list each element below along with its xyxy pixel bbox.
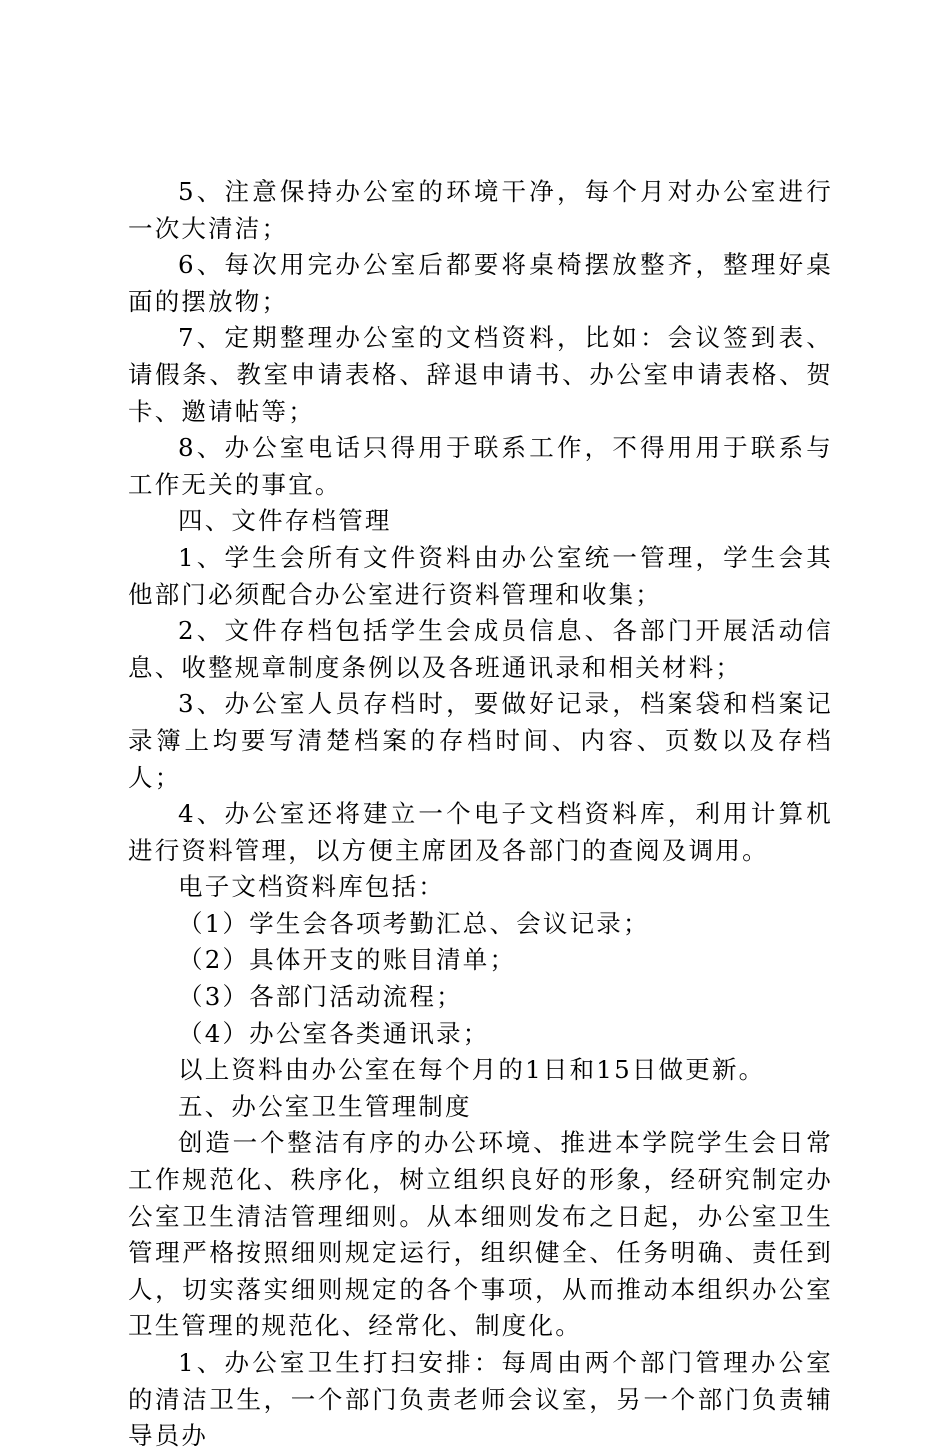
paragraph-archive-2: 2、文件存档包括学生会成员信息、各部门开展活动信息、收整规章制度条例以及各班通讯录和相关材料； [128, 616, 833, 682]
paragraph-archive-1: 1、学生会所有文件资料由办公室统一管理，学生会其他部门必须配合办公室进行资料管理和收集； [128, 542, 833, 609]
paragraph-item-8-telephone: 8、办公室电话只得用于联系工作，不得用用于联系与工作无关的事宜。 [128, 433, 833, 499]
database-item-2: （2）具体开支的账目清单； [178, 945, 517, 975]
section-heading-file-archive: 四、文件存档管理 [178, 506, 392, 536]
database-item-3: （3）各部门活动流程； [178, 982, 463, 1012]
paragraph-archive-3: 3、办公室人员存档时，要做好记录，档案袋和档案记录簿上均要写清楚档案的存档时间、内容、页数以及存档人； [128, 689, 833, 792]
paragraph-item-5-cleanliness: 5、注意保持办公室的环境干净，每个月对办公室进行一次大清洁； [128, 177, 833, 243]
database-intro: 电子文档资料库包括： [178, 872, 445, 902]
hygiene-rule-1: 1、办公室卫生打扫安排：每周由两个部门管理办公室的清洁卫生，一个部门负责老师会议室，另一个部门负责辅导员办 [128, 1348, 833, 1451]
hygiene-intro-paragraph: 创造一个整洁有序的办公环境、推进本学院学生会日常工作规范化、秩序化，树立组织良好的形象，经研究制定办公室卫生清洁管理细则。从本细则发布之日起，办公室卫生管理严格按照细则规定运行，组织健全、任务明确、责任到人，切实落实细则规定的各个事项，从而推动本组织办公室卫生管理的规范化、经常化、制度化。 [128, 1128, 833, 1341]
paragraph-archive-4: 4、办公室还将建立一个电子文档资料库，利用计算机进行资料管理，以方便主席团及各部门的查阅及调用。 [128, 799, 833, 865]
paragraph-item-7-documents: 7、定期整理办公室的文档资料，比如：会议签到表、请假条、教室申请表格、辞退申请书、办公室申请表格、贺卡、邀请帖等； [128, 323, 833, 426]
update-schedule-note: 以上资料由办公室在每个月的1日和15日做更新。 [178, 1055, 766, 1085]
database-item-4: （4）办公室各类通讯录； [178, 1018, 490, 1048]
paragraph-item-6-tidy-furniture: 6、每次用完办公室后都要将桌椅摆放整齐，整理好桌面的摆放物； [128, 250, 833, 316]
section-heading-hygiene: 五、办公室卫生管理制度 [178, 1091, 472, 1121]
database-item-1: （1）学生会各项考勤汇总、会议记录； [178, 908, 650, 938]
document-body [128, 174, 833, 1455]
